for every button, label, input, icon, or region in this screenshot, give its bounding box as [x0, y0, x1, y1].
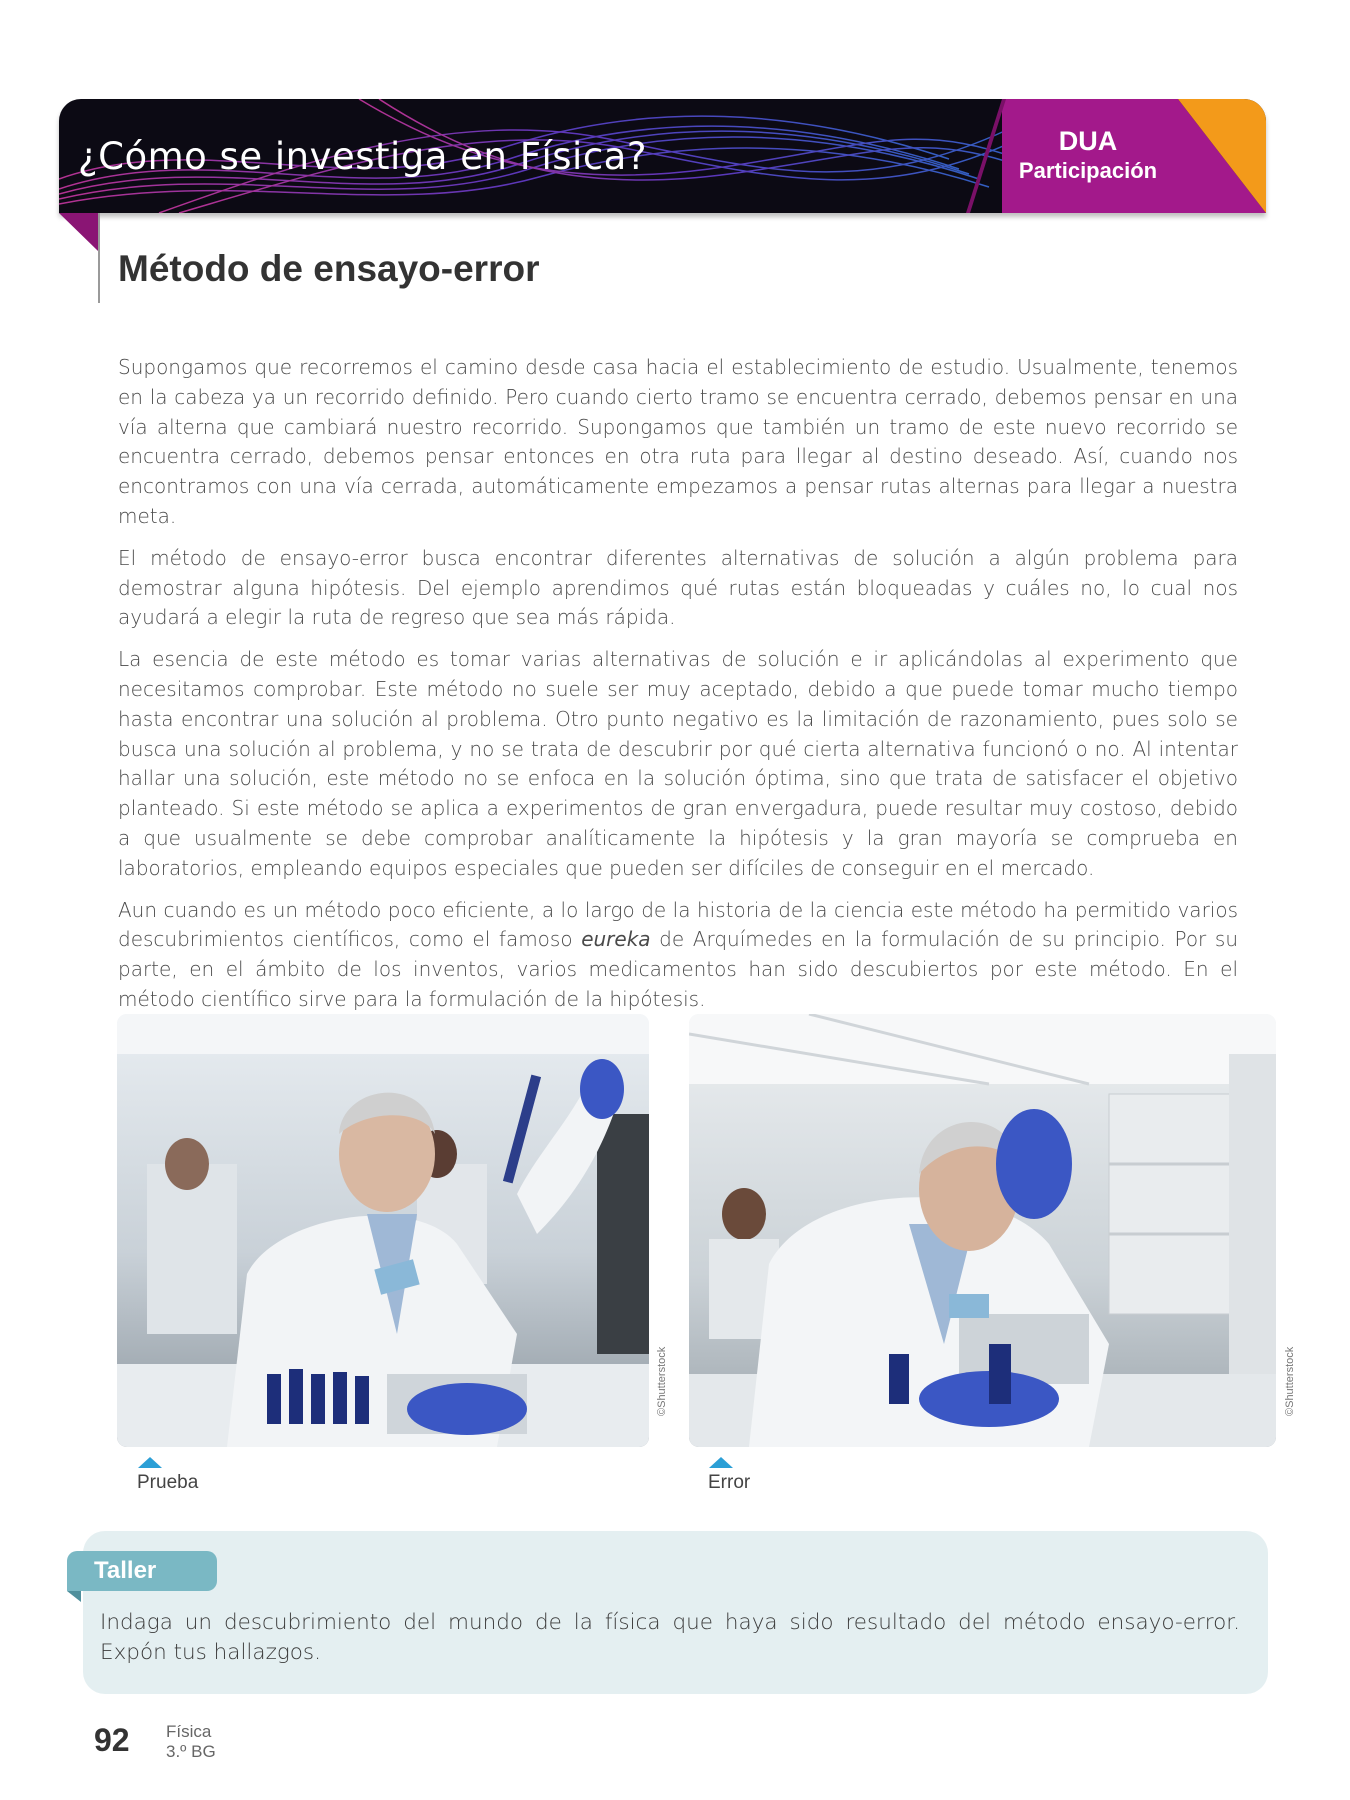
paragraph: El método de ensayo-error busca encontrar diferentes alternativas de solución a algún problema para demostrar alguna hipótesis. Del ejemplo aprendimos qué rutas están bloqueadas y cuáles no, lo cual nos ayudará a elegir la ruta de regreso que sea más rápida.: [118, 545, 1238, 630]
body-text: [118, 353, 1238, 1027]
grade-label: 3.º BG: [166, 1742, 216, 1761]
footer-subject: [166, 1722, 216, 1762]
taller-label: Taller: [67, 1551, 217, 1591]
paragraph: La esencia de este método es tomar varias alternativas de solución e ir aplicándolas al experimento que necesitamos comprobar. Este método no suele ser muy aceptado, debido a que puede tomar mucho tiempo hasta encontrar una solución al problema. Otro punto negativo es la limitación de razonamiento, pues solo se busca una solución al problema, y no se trata de descubrir por qué cierta alternativa funcionó o no. Al intentar hallar una solución, este método no se enfoca en la solución óptima, sino que trata de satisfacer el objetivo planteado. Si este método se aplica a experimentos de gran envergadura, puede resultar muy costoso, debido a que usualmente se debe comprobar analíticamente la hipótesis y la gran mayoría se comprueba en laboratorios, empleando equipos especiales que pueden ser difíciles de conseguir en el mercado.: [118, 647, 1238, 880]
photo-credit: ©Shutterstock: [1284, 1346, 1296, 1416]
photo-credit: ©Shutterstock: [656, 1346, 668, 1416]
italic-term: eureka: [581, 927, 651, 952]
photo-error: [689, 1014, 1276, 1447]
paragraph-text: Aun cuando es un método poco eficiente, a lo largo de la historia de la ciencia este método ha permitido varios descubrimientos científicos, como el famoso: [118, 897, 1238, 952]
page-number: 92: [94, 1722, 130, 1758]
paragraph: Supongamos que recorremos el camino desde casa hacia el establecimiento de estudio. Usualmente, tenemos en la cabeza ya un recorrido definido. Pero cuando cierto tramo se encuentra cerrado, debemos pensar en una vía alterna que cambiará nuestro recorrido. Supongamos que también un tramo de este nuevo recorrido se encuentra cerrado, debemos pensar entonces en otra ruta para llegar al destino deseado. Así, cuando nos encontramos con una vía cerrada, automáticamente empezamos a pensar rutas alternas para llegar a nuestra meta.: [118, 355, 1238, 528]
triangle-marker-icon: [709, 1457, 733, 1468]
paragraph: [118, 896, 1238, 1015]
caption-prueba: Prueba: [137, 1472, 199, 1493]
subject-name: Física: [166, 1722, 212, 1741]
banner-fold: [59, 213, 99, 253]
caption-error: Error: [708, 1472, 751, 1493]
taller-text: Indaga un descubrimiento del mundo de la física que haya sido resultado del método ensayo-error. Expón tus hallazgos.: [100, 1610, 1240, 1665]
page-title: ¿Cómo se investiga en Física?: [78, 135, 647, 178]
paragraph-text: de Arquímedes en la formulación de su principio. Por su parte, en el ámbito de los inventos, varios medicamentos han sido descubiertos por este método. En el método científico sirve para la formulación de la hipótesis.: [118, 927, 1238, 1011]
section-title: Método de ensayo-error: [118, 248, 540, 289]
dua-title: DUA: [1058, 126, 1118, 156]
taller-fold: [67, 1591, 81, 1602]
photo-prueba: [117, 1014, 649, 1447]
triangle-marker-icon: [138, 1457, 162, 1468]
dua-subtitle: Participación: [1018, 158, 1158, 183]
section-divider: [98, 213, 100, 303]
